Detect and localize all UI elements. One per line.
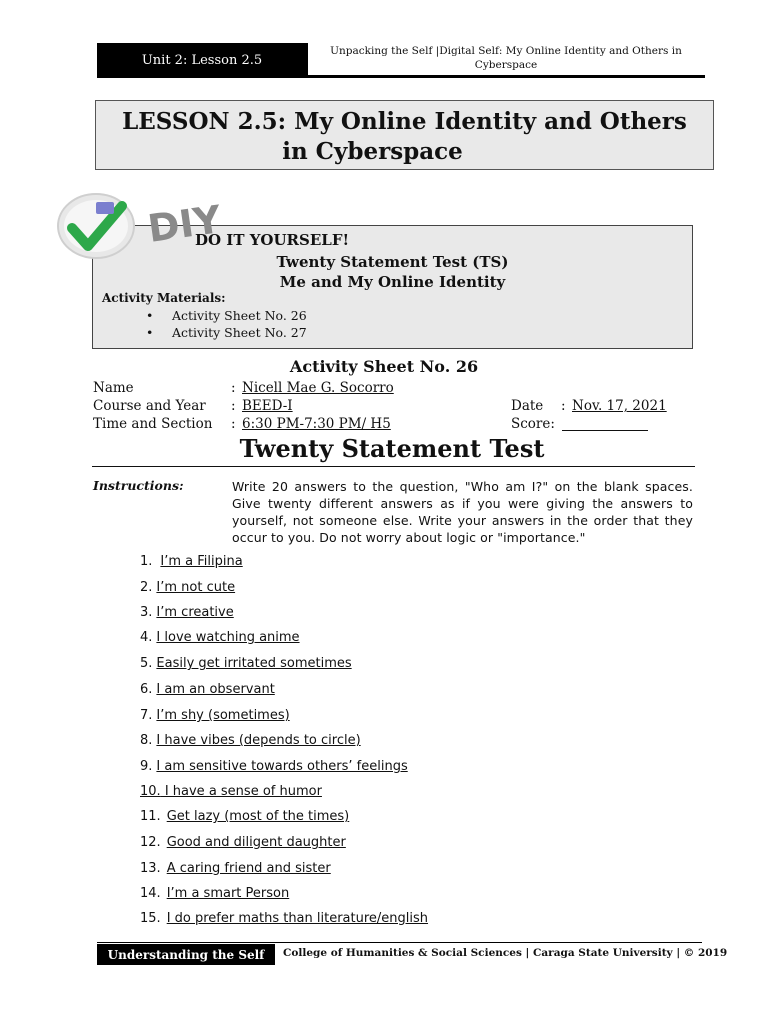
answer-number: 13. — [140, 861, 161, 876]
name-value: Nicell Mae G. Socorro — [242, 380, 394, 396]
list-item — [140, 630, 300, 645]
answer-number: 3. — [140, 605, 153, 620]
materials-label: Activity Materials: — [102, 291, 226, 305]
date-label: Date — [511, 398, 544, 414]
answer-number: 8. — [140, 733, 153, 748]
answer-number: 1. — [140, 554, 153, 569]
lesson-title-line2: in Cyberspace — [282, 138, 463, 165]
name-label: Name — [93, 380, 134, 396]
answer-number: 2. — [140, 580, 153, 595]
time-label: Time and Section — [93, 416, 213, 432]
materials-list — [146, 307, 307, 341]
unit-label: Unit 2: Lesson 2.5 — [97, 43, 307, 77]
course-colon: : — [231, 398, 236, 414]
list-item — [140, 784, 322, 799]
course-label: Course and Year — [93, 398, 206, 414]
course-value: BEED-I — [242, 398, 293, 414]
answer-number: 11. — [140, 809, 161, 824]
answer-text: I have vibes (depends to circle) — [156, 733, 361, 748]
answer-number: 15. — [140, 911, 161, 926]
answer-number: 7. — [140, 708, 153, 723]
score-label: Score: — [511, 416, 555, 432]
list-item — [140, 554, 243, 569]
activity-sheet-title: Activity Sheet No. 26 — [289, 357, 479, 376]
answer-text: I’m a Filipina — [160, 554, 243, 569]
list-item — [140, 656, 352, 671]
list-item — [140, 886, 289, 901]
list-item — [140, 809, 349, 824]
footer-rule — [97, 942, 702, 943]
date-colon: : — [561, 398, 566, 414]
list-item — [140, 835, 346, 850]
lesson-title-line1: LESSON 2.5: My Online Identity and Others — [122, 108, 687, 135]
list-item — [140, 911, 428, 926]
answer-number: 6. — [140, 682, 153, 697]
answer-text: I’m creative — [156, 605, 234, 620]
header-divider — [307, 43, 308, 76]
materials-item: • Activity Sheet No. 27 — [146, 324, 307, 341]
answer-text: Get lazy (most of the times) — [166, 809, 350, 824]
test-title: Twenty Statement Test — [239, 434, 545, 463]
diy-heading: DO IT YOURSELF! — [195, 231, 350, 249]
list-item — [140, 708, 290, 723]
answer-text: I love watching anime — [156, 630, 300, 645]
materials-item: • Activity Sheet No. 26 — [146, 307, 307, 324]
list-item — [140, 733, 361, 748]
answer-number: 14. — [140, 886, 161, 901]
time-colon: : — [231, 416, 236, 432]
name-colon: : — [231, 380, 236, 396]
list-item — [140, 605, 234, 620]
answer-text: I’m a smart Person — [166, 886, 290, 901]
answer-text: I have a sense of humor — [160, 784, 322, 799]
answer-text: Easily get irritated sometimes — [156, 656, 352, 671]
time-value: 6:30 PM-7:30 PM/ H5 — [242, 416, 391, 432]
header-subtitle-line1: Unpacking the Self |Digital Self: My Online Identity and Others in — [330, 45, 682, 57]
answer-number: 9. — [140, 759, 153, 774]
instructions-text: Write 20 answers to the question, "Who am I?" on the blank spaces. Give twenty different answers as if you were giving the answers to yourself, not someone else. Write your answers in the order that they occur to you. Do not worry about logic or "importance." — [232, 479, 693, 545]
instructions-label: Instructions: — [93, 478, 184, 493]
footer-course: Understanding the Self — [97, 944, 275, 965]
answer-text: Good and diligent daughter — [166, 835, 346, 850]
list-item — [140, 759, 408, 774]
header-rule — [97, 75, 705, 78]
activity-subtitle-1: Twenty Statement Test (TS) — [276, 253, 509, 271]
answer-number: 12. — [140, 835, 161, 850]
answer-text: I do prefer maths than literature/english — [166, 911, 429, 926]
list-item — [140, 580, 235, 595]
score-blank — [562, 430, 648, 431]
lesson-title-box — [95, 100, 714, 170]
diy-logo-text: DIY — [145, 197, 224, 251]
header-subtitle-line2: Cyberspace — [474, 59, 538, 71]
answer-text: I’m shy (sometimes) — [156, 708, 290, 723]
date-value: Nov. 17, 2021 — [572, 398, 667, 414]
list-item — [140, 861, 331, 876]
answer-text: I am sensitive towards others’ feelings — [156, 759, 408, 774]
answer-text: I’m not cute — [156, 580, 236, 595]
footer-college: College of Humanities & Social Sciences | Caraga State University | © 2019 — [283, 947, 728, 959]
header-subtitle — [310, 44, 702, 74]
answer-number: 10. — [140, 784, 161, 799]
activity-subtitle-2: Me and My Online Identity — [279, 273, 506, 291]
answer-text: I am an observant — [156, 682, 275, 697]
list-item — [140, 682, 275, 697]
title-rule — [92, 466, 695, 467]
answer-text: A caring friend and sister — [166, 861, 331, 876]
answer-number: 4. — [140, 630, 153, 645]
answer-number: 5. — [140, 656, 153, 671]
